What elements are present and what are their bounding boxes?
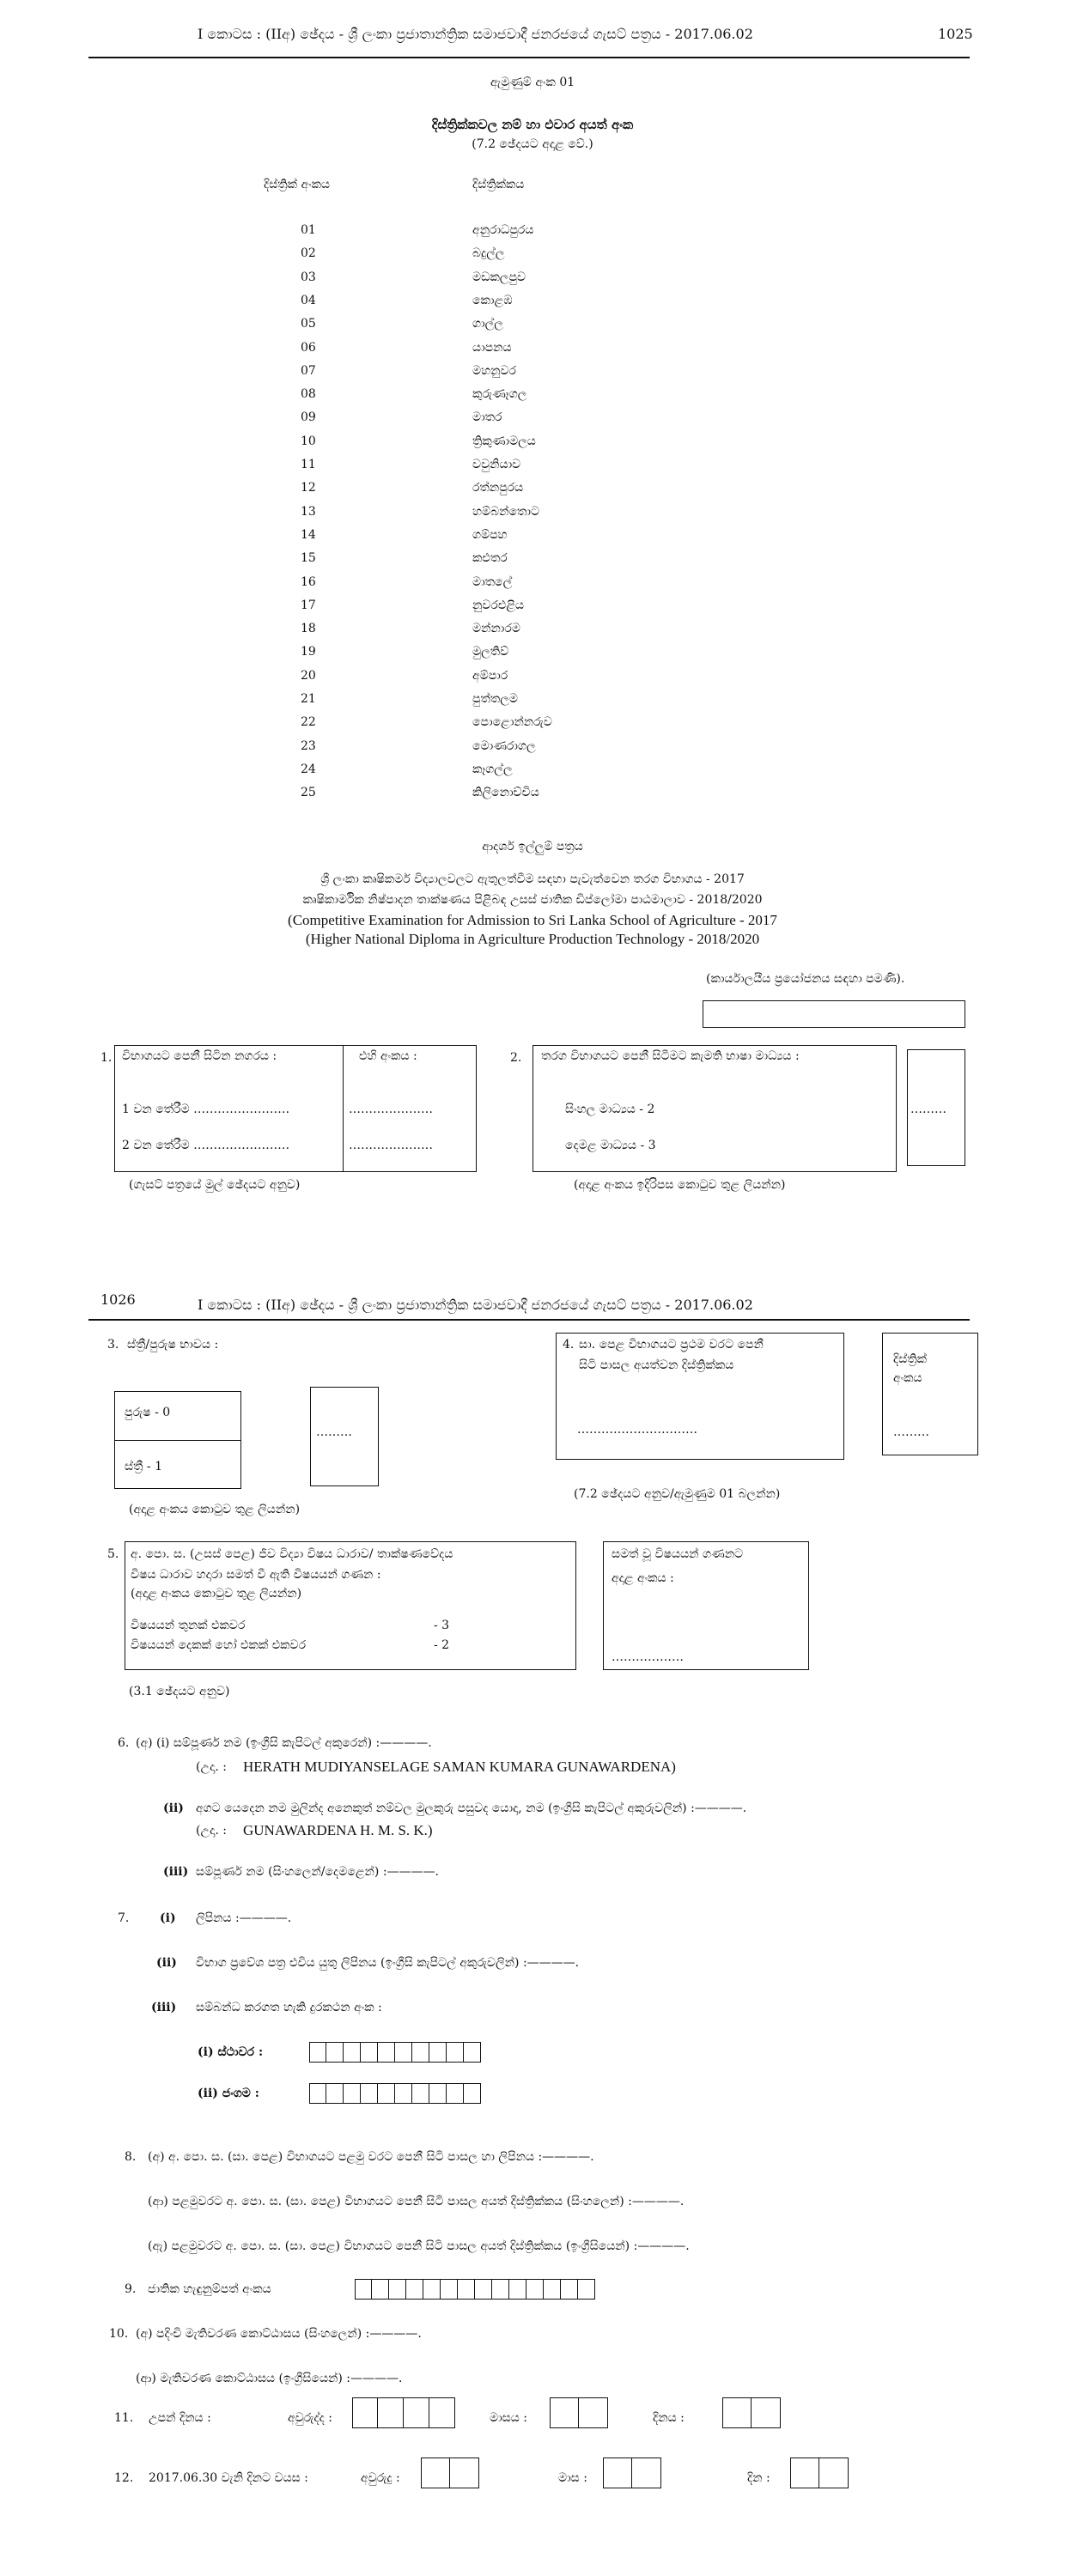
header-rule-2 — [88, 1319, 970, 1321]
q4-label-2: සිටි පාසල අයත්වන දිස්ත්‍රික්කය — [579, 1358, 734, 1372]
q2-option-sinhala: සිංහල මාධ්‍යය - 2 — [565, 1103, 655, 1116]
q5-option-2: විෂයයන් දෙකක් හෝ එකක් එකවර — [131, 1638, 307, 1652]
q5-option-3-value: - 3 — [434, 1619, 450, 1632]
q4-label-1: සා. පෙළ විභාගයට ප්‍රථම වරට පෙනී — [579, 1338, 764, 1352]
q2-answer-dots: ……… — [910, 1103, 946, 1116]
q3-male: පුරුෂ - 0 — [125, 1406, 171, 1419]
district-name: නුවරඑළිය — [472, 598, 525, 612]
form-title: ආදර්ශ ඉල්ලුම් පත්‍රය — [482, 840, 583, 854]
q12-number: 12. — [114, 2471, 134, 2485]
district-name: ත්‍රිකුණාමලය — [472, 434, 536, 448]
q1-choice-1[interactable]: 1 වන තේරීම …………………… — [122, 1103, 290, 1116]
q5-side-line-1: සමත් වූ විෂයයන් ගණනට — [612, 1547, 744, 1561]
form-line-en-1: (Competitive Examination for Admission to Sri Lanka School of Agriculture - 2017 — [288, 912, 777, 928]
q6-ii-example-prefix: (උදා. : — [196, 1824, 227, 1838]
district-number: 17 — [301, 598, 316, 612]
district-name: කොළඹ — [472, 294, 513, 307]
q7-phone-mobile-label: (ii) ජංගම : — [198, 2087, 259, 2100]
q7-ii-label: (ii) — [156, 1956, 177, 1970]
district-number: 19 — [301, 645, 316, 659]
district-number: 02 — [301, 246, 316, 260]
district-name: කෑගල්ල — [472, 762, 513, 776]
district-number: 08 — [301, 387, 316, 401]
q3-options-divider — [114, 1440, 241, 1441]
district-name: පොළොන්නරුව — [472, 715, 552, 729]
district-number: 14 — [301, 528, 316, 542]
district-name: පුත්තලම — [472, 692, 518, 706]
district-number: 03 — [301, 270, 316, 284]
q11-month-label: මාසය : — [490, 2411, 527, 2425]
q12-days-grid[interactable] — [790, 2458, 849, 2488]
q8-b[interactable]: (ආ) පළමුවරට අ. පො. ස. (සා. පෙළ) විභාගයට පෙනී සිටි පාසල අයත් දිස්ත්‍රික්කය (සිංහලෙන්) :————. — [148, 2195, 685, 2208]
district-number: 16 — [301, 575, 316, 589]
q10-a[interactable]: (අ) පදිංචි මැතිවරණ කොට්ඨාසය (සිංහලෙන්) :————. — [136, 2327, 422, 2341]
district-number: 20 — [301, 669, 316, 683]
q1-code-1[interactable]: ………………… — [349, 1103, 433, 1116]
q11-label: උපන් දිනය : — [149, 2411, 211, 2425]
q6-number: 6. — [118, 1736, 130, 1750]
district-name: මොණරාගල — [472, 739, 536, 753]
q6-i-example-prefix: (උදා. : — [196, 1760, 227, 1774]
q7-phone-fixed-label: (i) ස්ථාවර : — [198, 2045, 264, 2059]
q3-number: 3. — [107, 1338, 119, 1352]
district-number: 12 — [301, 481, 316, 495]
office-use-box[interactable] — [703, 1000, 965, 1028]
district-number: 21 — [301, 692, 316, 706]
q5-line-2: විෂය ධාරාව හදාරා සමත් වී ඇති විෂයයන් ගණන : — [131, 1568, 381, 1582]
q6-ii-text[interactable]: අගට යෙදෙන නම මුලින්ද අනෙකුත් නම්වල මුලකුරු පසුවද යොදා, නම (ඉංග්‍රීසි කැපිටල් අකුරුවලින්) :————. — [196, 1801, 747, 1815]
q7-phone-mobile-grid[interactable] — [309, 2083, 481, 2104]
q1-number: 1. — [100, 1051, 113, 1065]
form-line-1: ශ්‍රී ලංකා කෘෂිකර්ම විද්‍යාලවලට ඇතුලත්වීම සඳහා පැවැත්වෙන තරග විභාගය - 2017 — [320, 872, 745, 886]
header-rule — [88, 57, 970, 58]
district-name: කිලිනොච්චිය — [472, 786, 539, 799]
col-header-name: දිස්ත්‍රික්කය — [472, 178, 525, 191]
q5-side-dots[interactable]: ……………… — [612, 1650, 684, 1664]
q6-i-label[interactable]: (අ) (i) සම්පූර්ණ නම (ඉංග්‍රීසි කැපිටල් අකුරෙන්) :————. — [136, 1736, 432, 1750]
q4-number: 4. — [563, 1338, 575, 1352]
q8-a[interactable]: (අ) අ. පො. ස. (සා. පෙළ) විභාගයට පළමු වරට පෙනී සිටි පාසල හා ලිපිනය :————. — [148, 2150, 594, 2164]
q10-b[interactable]: (ආ) මැතිවරණ කොට්ඨාසය (ඉංග්‍රීසියෙන්) :————. — [136, 2372, 403, 2385]
district-number: 22 — [301, 715, 316, 729]
q7-number: 7. — [118, 1911, 130, 1925]
q5-option-3: විෂයයන් තුනක් එකවර — [131, 1619, 246, 1632]
q7-iii-label: (iii) — [151, 2001, 177, 2014]
annex-title: ඇමුණුම් අංක 01 — [490, 76, 575, 89]
district-name: ගාල්ල — [472, 317, 503, 331]
district-number: 09 — [301, 410, 316, 424]
district-name: කුරුණෑගල — [472, 387, 527, 401]
district-number: 07 — [301, 364, 316, 378]
q12-months-label: මාස : — [558, 2471, 587, 2485]
district-name: මඩකලපුව — [472, 270, 526, 284]
q11-day-grid[interactable] — [722, 2397, 781, 2428]
q5-number: 5. — [107, 1547, 119, 1561]
district-number: 10 — [301, 434, 316, 448]
district-name: කළුතර — [472, 551, 508, 565]
q9-nic-grid[interactable] — [355, 2279, 595, 2300]
q1-choice-2[interactable]: 2 වන තේරීම …………………… — [122, 1139, 290, 1152]
table-subtitle: (7.2 ඡේදයට අදාළ වේ.) — [472, 137, 593, 151]
q9-label: ජාතික හැඳුනුම්පත් අංකය — [148, 2282, 271, 2296]
district-number: 24 — [301, 762, 316, 776]
district-name: මන්නාරම — [472, 622, 520, 635]
q12-years-label: අවුරුදු : — [361, 2471, 400, 2485]
district-name: මුලතිව් — [472, 645, 509, 659]
page2-number: 1026 — [100, 1291, 136, 1308]
district-number: 01 — [301, 223, 316, 237]
district-name: යාපනය — [472, 341, 512, 355]
district-name: බදුල්ල — [472, 246, 505, 260]
q8-number: 8. — [125, 2150, 137, 2164]
district-number: 25 — [301, 786, 316, 799]
q4-code-label-1: දිස්ත්‍රික් — [893, 1352, 928, 1366]
district-name: රත්නපුරය — [472, 481, 524, 495]
q1-code-label: එහි අංකය : — [359, 1049, 417, 1063]
district-name: මාතර — [472, 410, 502, 424]
q9-number: 9. — [125, 2282, 137, 2296]
q5-line-1: අ. පො. ස. (උසස් පෙළ) ජීව විද්‍යා විෂය ධාරාව/ තාක්ෂණවේදය — [131, 1547, 453, 1561]
q2-option-tamil: දෙමළ මාධ්‍යය - 3 — [565, 1139, 656, 1152]
district-number: 13 — [301, 505, 316, 519]
q7-phone-fixed-grid[interactable] — [309, 2042, 481, 2063]
q2-note: (අදාළ අංකය ඉදිරිපස කොටුව තුළ ලියන්න) — [574, 1178, 786, 1192]
q12-label: 2017.06.30 වැනි දිනට වයස : — [149, 2471, 308, 2485]
q5-note: (3.1 ඡේදයට අනුව) — [129, 1685, 230, 1698]
district-name: ගම්පහ — [472, 528, 508, 542]
q6-i-example: HERATH MUDIYANSELAGE SAMAN KUMARA GUNAWARDENA) — [243, 1759, 676, 1775]
district-number: 04 — [301, 294, 316, 307]
q8-c[interactable]: (ඇ) පළමුවරට අ. පො. ස. (සා. පෙළ) විභාගයට පෙනී සිටි පාසල අයත් දිස්ත්‍රික්කය (ඉංග්‍රීසියෙන්) :————. — [148, 2239, 690, 2253]
district-number: 23 — [301, 739, 316, 753]
district-number: 18 — [301, 622, 316, 635]
q6-ii-label: (ii) — [163, 1801, 184, 1815]
page1-header: I කොටස : (IIඅ) ඡේදය - ශ්‍රී ලංකා ප්‍රජාතාන්ත්‍රික සමාජවාදී ජනරජයේ ගැසට් පත්‍රය - 2017.06.02 — [198, 26, 753, 42]
q5-option-2-value: - 2 — [434, 1638, 450, 1652]
q6-ii-example: GUNAWARDENA H. M. S. K.) — [243, 1822, 433, 1838]
district-number: 15 — [301, 551, 316, 565]
q3-note: (අදාළ අංකය කොටුව තුළ ලියන්න) — [129, 1503, 301, 1516]
table-title: දිස්ත්‍රික්කවල නම් හා එවාර අයත් අංක — [431, 117, 634, 132]
q1-note: (ගැසට් පත්‍රයේ මුල් ඡේදයට අනුව) — [129, 1178, 301, 1192]
q4-code-dots[interactable]: ……… — [893, 1425, 929, 1439]
q7-i-text[interactable]: ලිපිනය :————. — [196, 1911, 292, 1925]
page2-header: I කොටස : (IIඅ) ඡේදය - ශ්‍රී ලංකා ප්‍රජාතාන්ත්‍රික සමාජවාදී ජනරජයේ ගැසට් පත්‍රය - 2017.06.02 — [198, 1297, 753, 1313]
district-number: 06 — [301, 341, 316, 355]
q4-box — [556, 1333, 844, 1460]
form-line-2: කෘෂිකාර්මික නිෂ්පාදන තාක්ෂණය පිළිබඳ උසස් ජාතික ඩිප්ලෝමා පාඨමාලාව - 2018/2020 — [302, 893, 763, 907]
district-number: 05 — [301, 317, 316, 331]
q3-label: ස්ත්‍රී/පුරුෂ භාවය : — [127, 1338, 219, 1352]
q10-number: 10. — [109, 2327, 129, 2341]
district-name: හම්බන්තොට — [472, 505, 540, 519]
q5-line-3: (අදාළ අංකය කොටුව තුළ ලියන්න) — [131, 1587, 302, 1601]
q4-code-label-2: අංකය — [893, 1371, 922, 1385]
q5-side-line-2: අදාළ අංකය : — [612, 1571, 674, 1585]
q12-years-grid[interactable] — [421, 2458, 479, 2488]
q6-iii-text[interactable]: සම්පූර්ණ නම (සිංහලෙන්/දෙමළෙන්) :————. — [196, 1865, 440, 1879]
q1-divider — [343, 1045, 344, 1172]
office-use-note: (කාර්යාලයීය ප්‍රයෝජනය සඳහා පමණි). — [706, 972, 905, 986]
q3-answer-dots: ……… — [316, 1425, 352, 1439]
col-header-no: දිස්ත්‍රික් අංකය — [264, 178, 331, 191]
q4-district-dots[interactable]: ………………………… — [577, 1423, 697, 1437]
q2-number: 2. — [510, 1051, 522, 1065]
q11-number: 11. — [114, 2411, 134, 2425]
page1-number: 1025 — [938, 26, 973, 42]
form-line-en-2: (Higher National Diploma in Agriculture Production Technology - 2018/2020 — [305, 931, 760, 947]
district-name: වවුනියාව — [472, 458, 521, 471]
q7-iii-text: සම්බන්ධ කරගත හැකි දුරකථන අංක : — [196, 2001, 382, 2014]
q12-months-grid[interactable] — [603, 2458, 661, 2488]
district-number: 11 — [301, 458, 316, 471]
q4-note: (7.2 ඡේදයට අනුව/ඇමුණුම 01 බලන්න) — [574, 1487, 781, 1501]
q6-iii-label: (iii) — [163, 1865, 189, 1879]
q7-ii-text[interactable]: විභාග ප්‍රවේශ පත්‍ර එවිය යුතු ලිපිනය (ඉංග්‍රීසි කැපිටල් අකුරුවලින්) :————. — [196, 1956, 580, 1970]
q7-i-label: (i) — [160, 1911, 176, 1925]
q1-code-2[interactable]: ………………… — [349, 1139, 433, 1152]
district-name: අම්පාර — [472, 669, 508, 683]
q11-year-label: අවුරුද්ද : — [288, 2411, 332, 2425]
q2-label: තරග විභාගයට පෙනී සිටීමට කැමති භාෂා මාධ්‍යය : — [541, 1049, 800, 1063]
q1-city-label: විභාගයට පෙනී සිටින නගරය : — [122, 1049, 277, 1063]
district-name: අනුරාධපුරය — [472, 223, 534, 237]
q12-days-label: දින : — [747, 2471, 770, 2485]
q11-month-grid[interactable] — [550, 2397, 608, 2428]
district-name: මහනුවර — [472, 364, 516, 378]
q3-female: ස්ත්‍රී - 1 — [125, 1460, 162, 1473]
q11-day-label: දිනය : — [653, 2411, 685, 2425]
q11-year-grid[interactable] — [352, 2397, 455, 2428]
district-name: මාතලේ — [472, 575, 513, 589]
